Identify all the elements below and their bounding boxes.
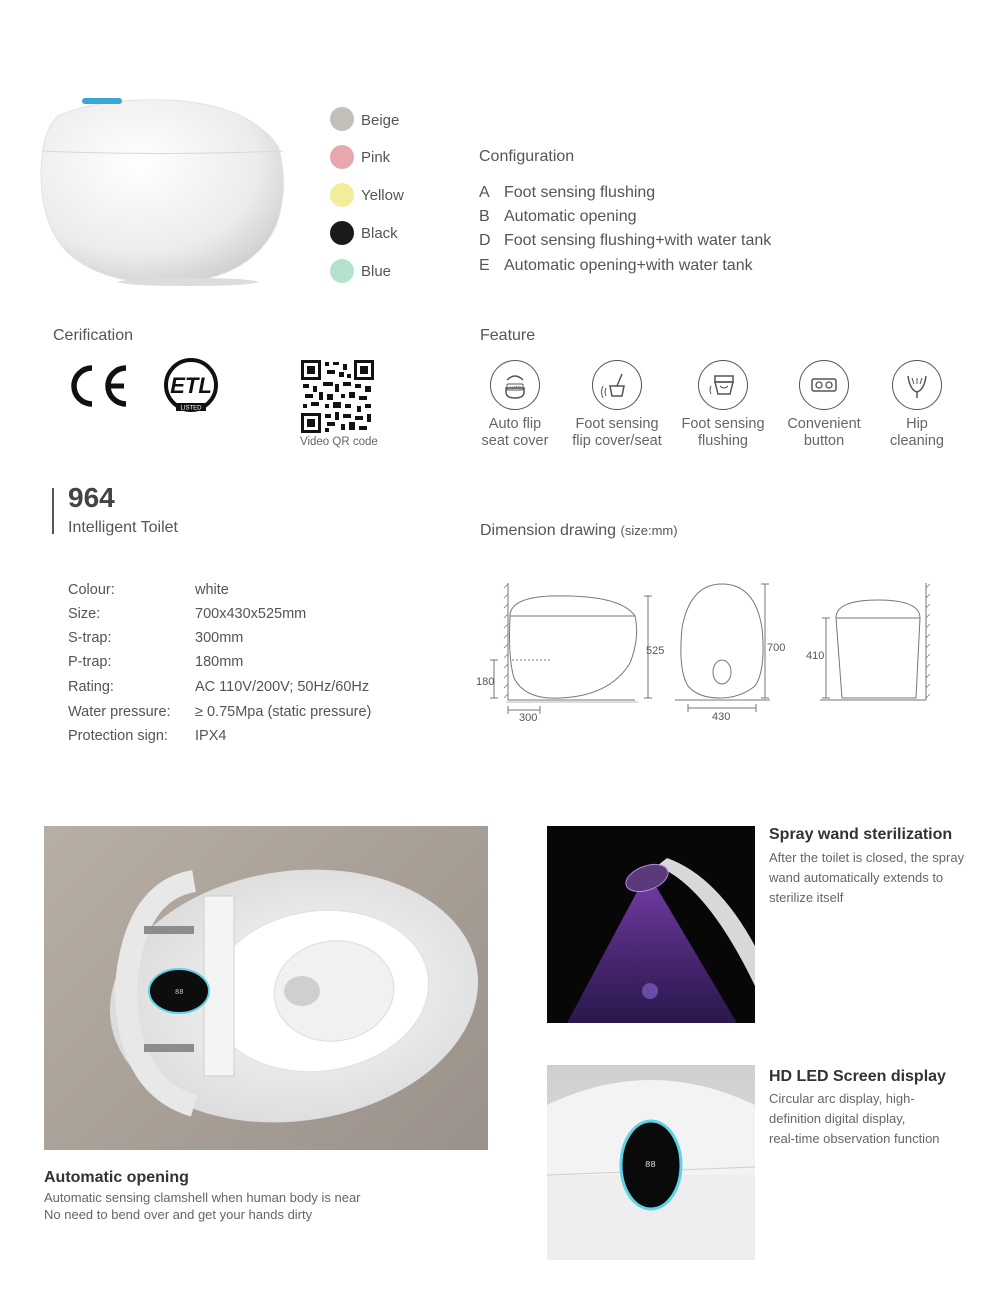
product-name: Intelligent Toilet (68, 519, 178, 536)
led-screen-photo (547, 1065, 755, 1260)
feature-label: seat cover (481, 433, 549, 449)
desc-line: Circular arc display, high- (769, 1091, 915, 1106)
foot-sensing-flush-icon (698, 360, 748, 410)
feature-label: Convenient (787, 416, 861, 432)
feature-item-foot-sensing-flush (668, 360, 778, 450)
color-swatch-black[interactable] (330, 221, 354, 245)
color-label: Yellow (361, 187, 404, 204)
spec-value: white (195, 582, 229, 598)
feature-label: flip cover/seat (572, 433, 662, 449)
etl-sub-text: LISTED (180, 405, 202, 412)
feature-item-hip-cleaning (862, 360, 972, 450)
dim-label: 410 (806, 650, 825, 662)
dimension-drawing (470, 578, 960, 728)
spec-value: 300mm (195, 630, 244, 646)
feature-label: button (803, 433, 845, 449)
spec-key: Water pressure: (68, 704, 171, 720)
feature-label: Auto flip (488, 416, 542, 432)
config-item: Foot sensing flushing (504, 184, 656, 201)
spec-value: 700x430x525mm (195, 606, 307, 622)
automatic-opening-photo (44, 826, 488, 1150)
color-label: Blue (361, 263, 392, 280)
dim-label: 700 (767, 642, 786, 654)
spec-key: P-trap: (68, 654, 112, 670)
spec-value: AC 110V/200V; 50Hz/60Hz (195, 679, 370, 695)
color-label: Pink (361, 149, 391, 166)
feature-label: Foot sensing (681, 416, 765, 432)
config-item: Automatic opening (504, 208, 637, 225)
hip-cleaning-icon (892, 360, 942, 410)
dim-label: 430 (712, 711, 731, 723)
color-swatch-blue[interactable] (330, 259, 354, 283)
config-letter: A (479, 184, 490, 201)
svg-text:88: 88 (175, 989, 184, 997)
color-swatch-yellow[interactable] (330, 183, 354, 207)
configuration-title: Configuration (479, 148, 575, 165)
button-panel-icon (799, 360, 849, 410)
title-divider (52, 488, 54, 534)
dimension-unit: (size:mm) (620, 523, 678, 538)
spec-key: Size: (68, 606, 101, 622)
desc-line: real-time observation function (769, 1131, 940, 1146)
spec-key: Colour: (68, 582, 115, 598)
desc-line: definition digital display, (769, 1111, 906, 1126)
config-letter: E (479, 257, 490, 274)
automatic-opening-desc (44, 1189, 361, 1223)
feature-label: Foot sensing (575, 416, 659, 432)
color-swatch-pink[interactable] (330, 145, 354, 169)
qr-code-label: Video QR code (300, 436, 378, 448)
config-item: Automatic opening+with water tank (504, 257, 753, 274)
spray-wand-photo (547, 826, 755, 1023)
spec-value: 180mm (195, 654, 244, 670)
etl-text: ETL (170, 373, 212, 398)
qr-code-icon[interactable] (301, 360, 374, 433)
desc-line: Automatic sensing clamshell when human body is near (44, 1190, 361, 1205)
config-letter: B (479, 208, 490, 225)
feature-title: Feature (480, 327, 536, 344)
spec-value: IPX4 (195, 728, 227, 744)
led-screen-title: HD LED Screen display (769, 1068, 946, 1085)
color-label: Black (361, 225, 398, 242)
certification-title: Cerification (53, 327, 134, 344)
desc-line: sterilize itself (769, 890, 844, 905)
auto-flip-icon (490, 360, 540, 410)
hero-toilet-image (38, 96, 288, 288)
feature-item-foot-sensing-cover (562, 360, 672, 450)
dim-label: 525 (646, 645, 665, 657)
config-letter: D (479, 232, 491, 249)
desc-line: After the toilet is closed, the spray (769, 850, 965, 865)
model-number: 964 (68, 482, 115, 513)
etl-listed-icon (162, 358, 220, 414)
color-swatch-beige[interactable] (330, 107, 354, 131)
feature-label: cleaning (889, 433, 944, 449)
automatic-opening-title: Automatic opening (44, 1169, 189, 1186)
dimension-title (480, 522, 678, 540)
desc-line: wand automatically extends to (769, 870, 944, 885)
dim-label: 300 (519, 712, 538, 724)
svg-text:88: 88 (645, 1160, 656, 1170)
dimension-title-text: Dimension drawing (480, 522, 617, 539)
ce-mark-icon (64, 362, 134, 410)
feature-label: Hip (906, 416, 928, 432)
spec-key: S-trap: (68, 630, 112, 646)
dim-label: 180 (476, 676, 495, 688)
spray-wand-desc (769, 848, 964, 908)
feature-item-auto-flip (460, 360, 570, 450)
desc-line: No need to bend over and get your hands dirty (44, 1207, 313, 1222)
spec-value: ≥ 0.75Mpa (static pressure) (195, 704, 372, 720)
color-label: Beige (361, 112, 400, 129)
led-screen-desc (769, 1089, 940, 1149)
feature-label: flushing (698, 433, 748, 449)
config-item: Foot sensing flushing+with water tank (504, 232, 772, 249)
spec-key: Protection sign: (68, 728, 168, 744)
auto-icon-text: AUTO (508, 385, 522, 390)
foot-sensing-cover-icon (592, 360, 642, 410)
spray-wand-title: Spray wand sterilization (769, 826, 953, 843)
spec-key: Rating: (68, 679, 114, 695)
